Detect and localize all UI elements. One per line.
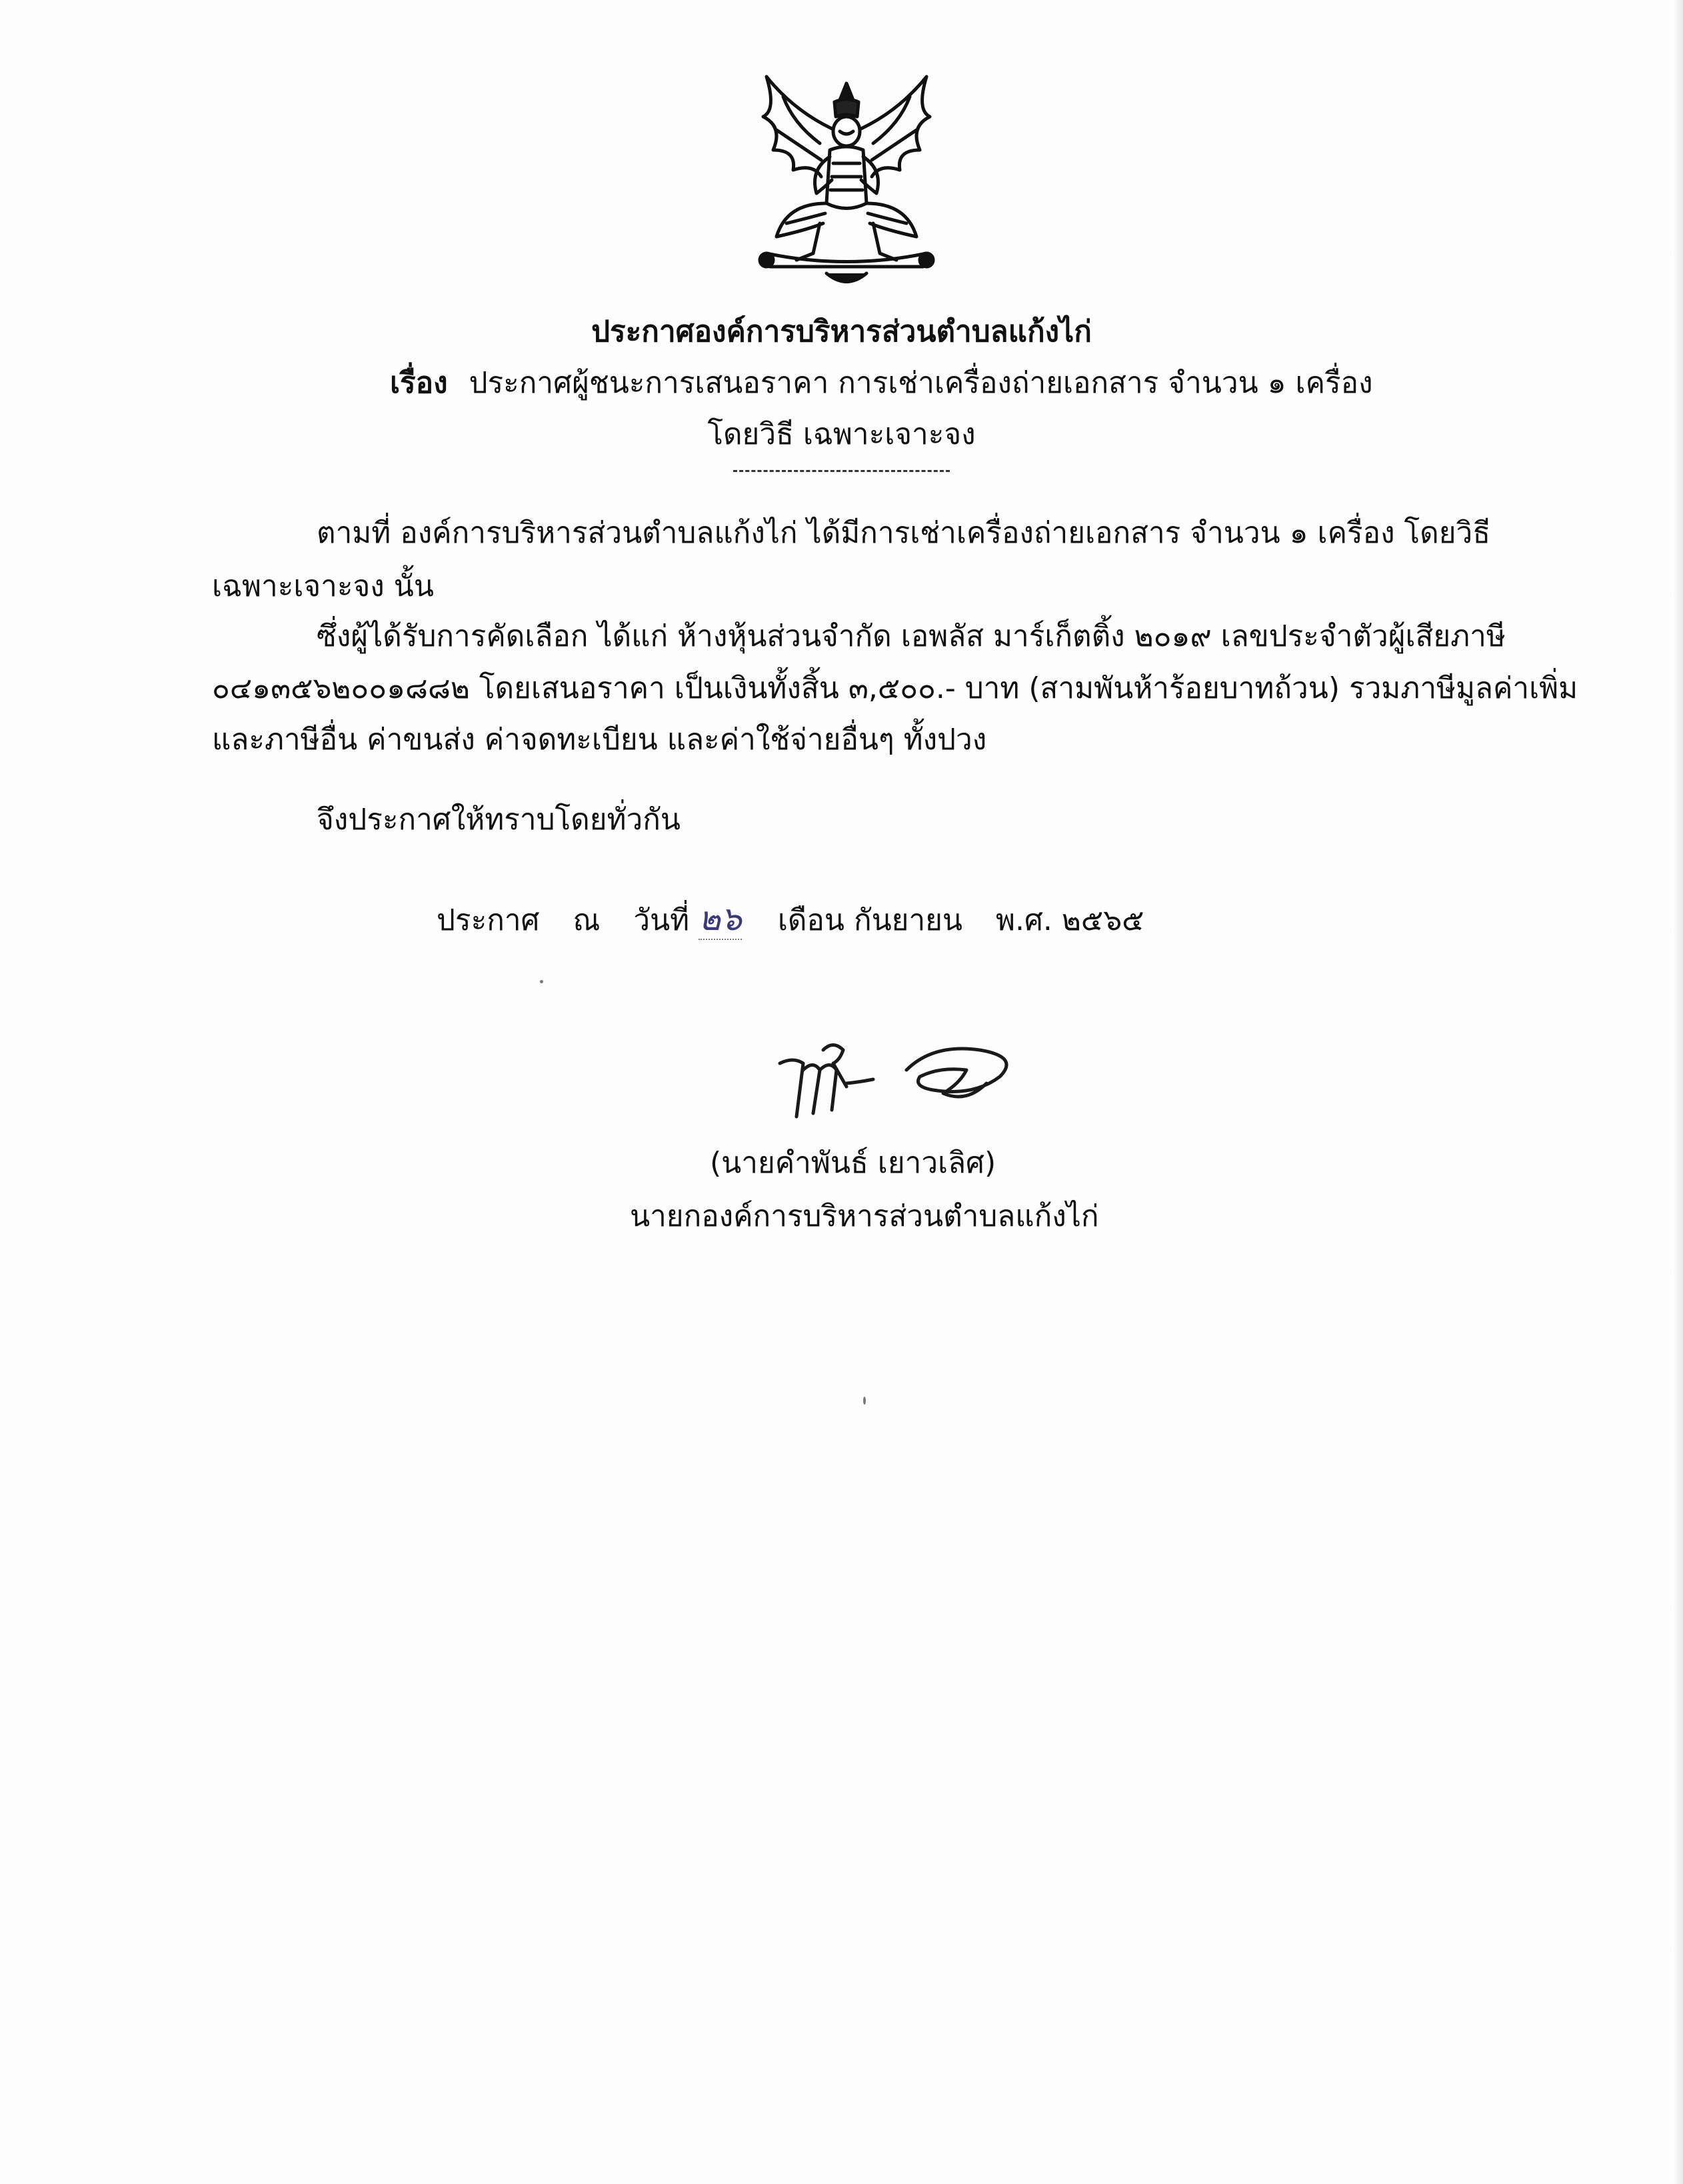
handwritten-signature: [767, 1030, 1033, 1130]
subject-label: เรื่อง: [390, 366, 448, 400]
scan-speck: [863, 1397, 866, 1405]
paragraph-2-line-3: และภาษีอื่น ค่าขนส่ง ค่าจดทะเบียน และค่าใช้จ่ายอื่นๆ ทั้งปวง: [212, 723, 987, 757]
announce-label: ประกาศ: [437, 903, 540, 937]
announcement-title: ประกาศองค์การบริหารส่วนตำบลแก้งไก่: [591, 315, 1092, 349]
closing-statement: จึงประกาศให้ทราบโดยทั่วกัน: [317, 803, 681, 837]
subject-text: ประกาศผู้ชนะการเสนอราคา การเช่าเครื่องถ่ายเอกสาร จำนวน ๑ เครื่อง: [469, 366, 1373, 400]
procurement-method: โดยวิธี เฉพาะเจาะจง: [707, 417, 976, 451]
month-value: กันยายน: [853, 903, 963, 937]
signer-name: (นายคำพันธ์ เยาวเลิศ): [710, 1146, 996, 1180]
announcement-date: [437, 899, 1144, 941]
year-label: พ.ศ.: [996, 903, 1052, 937]
signer-title: นายกองค์การบริหารส่วนตำบลแก้งไก่: [630, 1199, 1099, 1233]
garuda-emblem-icon: [747, 70, 946, 297]
paragraph-2-line-2: ๐๔๑๓๕๖๒๐๐๑๘๘๒ โดยเสนอราคา เป็นเงินทั้งสิ้น ๓,๕๐๐.- บาท (สามพันห้าร้อยบาทถ้วน) รวมภาษีมูลค่าเพิ่ม: [212, 671, 1578, 705]
scan-speck: [540, 980, 543, 983]
day-label: วันที่: [633, 903, 690, 937]
paragraph-2-line-1: ซึ่งผู้ได้รับการคัดเลือก ได้แก่ ห้างหุ้นส่วนจำกัด เอพลัส มาร์เก็ตติ้ง ๒๐๑๙ เลขประจำตัวผู้เสียภาษี: [317, 619, 1506, 653]
at-label: ณ: [573, 903, 601, 937]
subject-line: [390, 363, 1373, 403]
paragraph-1-line-1: ตามที่ องค์การบริหารส่วนตำบลแก้งไก่ ได้มีการเช่าเครื่องถ่ายเอกสาร จำนวน ๑ เครื่อง โดยวิธี: [317, 516, 1491, 550]
paragraph-1-line-2: เฉพาะเจาะจง นั้น: [212, 569, 434, 603]
separator-line: [733, 470, 950, 472]
month-label: เดือน: [777, 903, 844, 937]
day-value-handwritten: ๒๖: [699, 899, 742, 940]
year-value: ๒๕๖๕: [1061, 903, 1144, 937]
